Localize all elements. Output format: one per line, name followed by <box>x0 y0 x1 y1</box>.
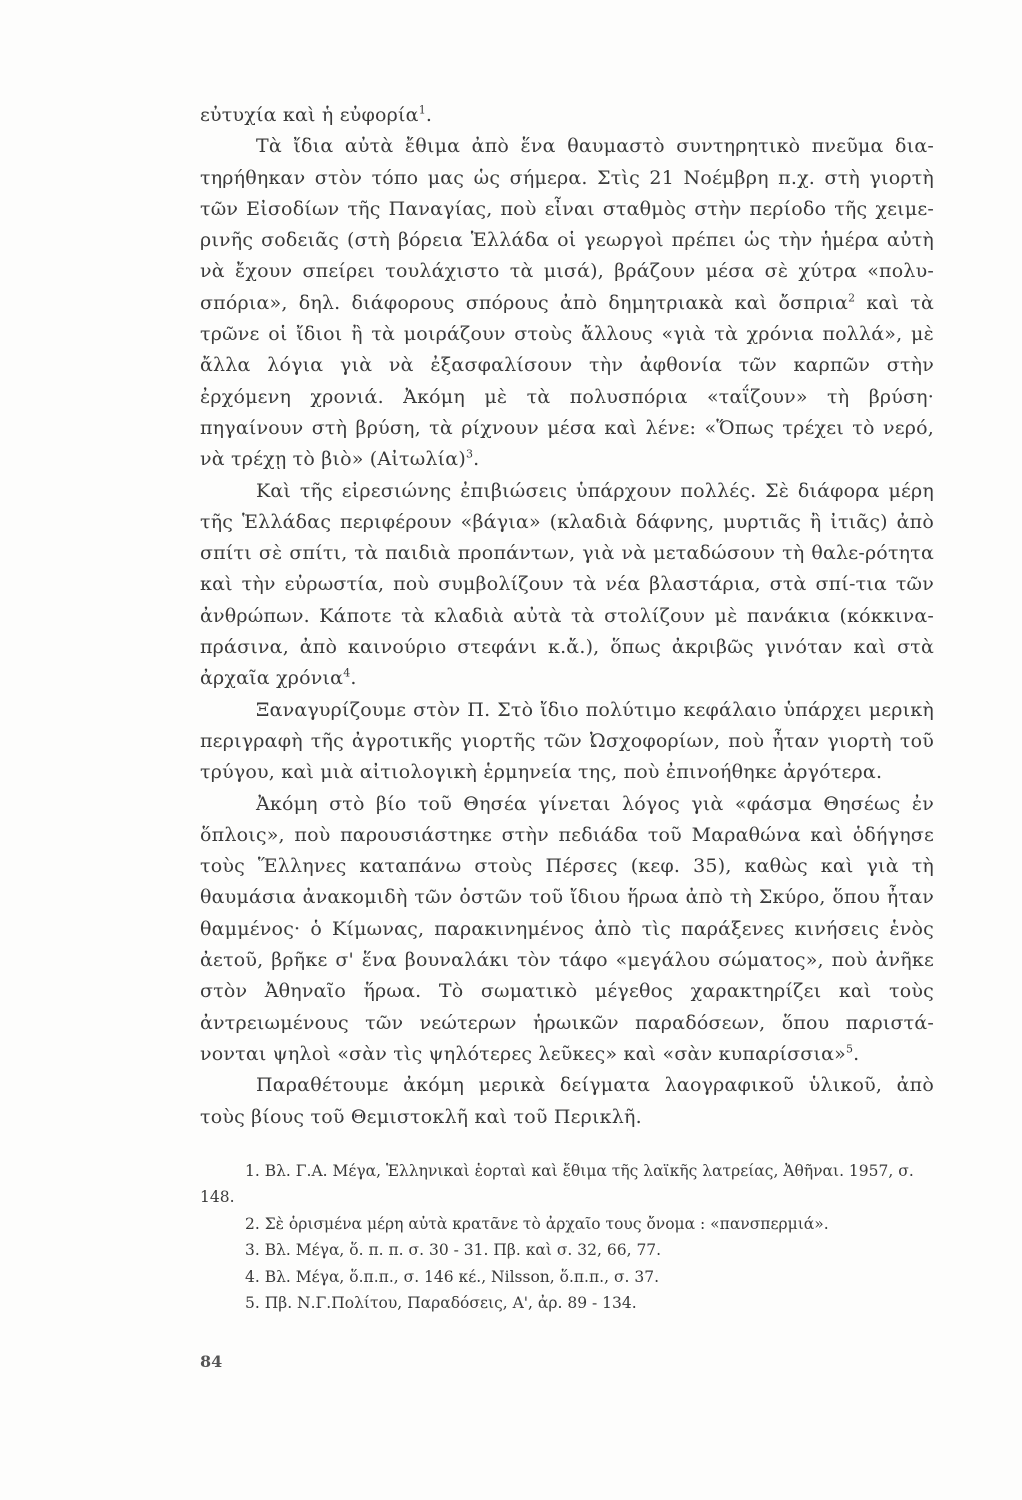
paragraph-text: Καὶ τῆς εἰρεσιώνης ἐπιβιώσεις ὑπάρχουν πολλές. Σὲ διάφορα μέρη τῆς Ἑλλάδας περιφέρουν «βάγια» (κλαδιὰ δάφνης, μυρτιᾶς ἢ ἰτιᾶς) ἀπὸ σπίτι σὲ σπίτι, τὰ παιδιὰ προπάντων, γιὰ νὰ μεταδώσουν τὴ θαλε-ρότητα καὶ τὴν εὐρωστία, ποὺ συμβολίζουν τὰ νέα βλαστάρια, στὰ σπί-τια τῶν ἀνθρώπων. Κάποτε τὰ κλαδιὰ αὐτὰ τὰ στολίζουν μὲ πανάκια (κόκκινα-πράσινα, ἀπὸ καινούριο στεφάνι κ.ἄ.), ὅπως ἀκριβῶς γινόταν καὶ στὰ ἀρχαῖα χρόνια <box>200 479 934 690</box>
paragraph-text: Παραθέτουμε ἀκόμη μερικὰ δείγματα λαογραφικοῦ ὑλικοῦ, ἀπὸ τοὺς βίους τοῦ Θεμιστοκλῆ καὶ τοῦ Περικλῆ. <box>200 1074 934 1128</box>
footnote: 5. Πβ. Ν.Γ.Πολίτου, Παραδόσεις, Α', ἀρ. 89 - 134. <box>245 1294 637 1313</box>
footnote: 3. Βλ. Μέγα, ὅ. π. π. σ. 30 - 31. Πβ. καὶ σ. 32, 66, 77. <box>245 1241 662 1260</box>
footnote: 1. Βλ. Γ.Α. Μέγα, Ἑλληνικαὶ ἑορταὶ καὶ ἔθιμα τῆς λαϊκῆς λατρείας, Ἀθῆναι. 1957, σ. 148. <box>200 1162 914 1207</box>
footnote-marker: 1 <box>418 103 426 117</box>
paragraph-text-tail: . <box>425 104 433 126</box>
paragraph-text-tail: καὶ τὰ τρῶνε οἱ ἴδιοι ἢ τὰ μοιράζουν στοὺς ἄλλους «γιὰ τὰ χρόνια πολλά», μὲ ἄλλα λόγια γιὰ νὰ ἐξασφαλίσουν τὴν ἀφθονία τῶν καρπῶν στὴν ἐρχόμενη χρονιά. Ἀκόμη μὲ τὰ πολυσπόρια «ταΐζουν» τὴ βρύση· πηγαίνουν στὴ βρύση, τὰ ρίχνουν μέσα καὶ λένε: «Ὅπως τρέχει τὸ νερό, νὰ τρέχῃ τὸ βιὸ» (Αἰτωλία) <box>200 291 935 471</box>
paragraph-text: Ἀκόμη στὸ βίο τοῦ Θησέα γίνεται λόγος γιὰ «φάσμα Θησέως ἐν ὅπλοις», ποὺ παρουσιάστηκε στὴν πεδιάδα τοῦ Μαραθώνα καὶ ὁδήγησε τοὺς Ἕλληνες καταπάνω στοὺς Πέρσες (κεφ. 35), καθὼς καὶ γιὰ τὴ θαυμάσια ἀνακομιδὴ τῶν ὀστῶν τοῦ ἴδιου ἥρωα ἀπὸ τὴ Σκύρο, ὅπου ἦταν θαμμένος· ὁ Κίμωνας, παρακινημένος ἀπὸ τὶς παράξενες κινήσεις ἑνὸς ἀετοῦ, βρῆκε σ' ἕνα βουναλάκι τὸν τάφο «μεγάλου σώματος», ποὺ ἀνῆκε στὸν Ἀθηναῖο ἥρωα. Τὸ σωματικὸ μέγεθος χαρακτηρίζει καὶ τοὺς ἀντρειωμένους τῶν νεώτερων ἡρωικῶν παραδόσεων, ὅπου παριστά-νονται ψηλοὶ «σὰν τὶς ψηλότερες λεῦκες» καὶ «σὰν κυπαρίσσια» <box>200 792 934 1065</box>
paragraph-text-tail: . <box>853 1042 860 1065</box>
page-number: 84 <box>200 1352 223 1371</box>
footnote-marker: 5 <box>845 1042 854 1056</box>
paragraph-text: εὐτυχία καὶ ἡ εὐφορία <box>200 104 419 126</box>
paragraph-continuation <box>200 100 934 131</box>
paragraph-text-tail: . <box>350 667 357 690</box>
footnotes <box>200 1158 934 1316</box>
paragraph-text: Ξαναγυρίζουμε στὸν Π. Στὸ ἴδιο πολύτιμο κεφάλαιο ὑπάρχει μερικὴ περιγραφὴ τῆς ἀγροτικῆς γιορτῆς τῶν Ὠσχοφορίων, ποὺ ἦταν γιορτὴ τοῦ τρύγου, καὶ μιὰ αἰτιολογικὴ ἑρμηνεία της, ποὺ ἐπινοήθηκε ἀργότερα. <box>200 698 934 784</box>
footnote-marker: 2 <box>848 291 856 305</box>
main-text <box>200 100 934 1133</box>
paragraph-text-tail: . <box>473 448 480 471</box>
footnote: 2. Σὲ ὁρισμένα μέρη αὐτὰ κρατᾶνε τὸ ἀρχαῖο τους ὄνομα : «πανσπερμιά». <box>245 1214 829 1233</box>
paragraph <box>200 1070 934 1133</box>
paragraph <box>200 789 934 1071</box>
paragraph-text: Τὰ ἴδια αὐτὰ ἔθιμα ἀπὸ ἕνα θαυμαστὸ συντηρητικὸ πνεῦμα δια-τηρήθηκαν στὸν τόπο μας ὡς σήμερα. Στὶς 21 Νοέμβρη π.χ. στὴ γιορτὴ τῶν Εἰσοδίων τῆς Παναγίας, ποὺ εἶναι σταθμὸς στὴν περίοδο τῆς χειμε-ρινῆς σοδειᾶς (στὴ βόρεια Ἑλλάδα οἱ γεωργοὶ πρέπει ὡς τὴν ἡμέρα αὐτὴ νὰ ἔχουν σπείρει τουλάχιστο τὰ μισά), βράζουν μέσα σὲ χύτρα «πολυ-σπόρια», δηλ. διάφορους σπόρους ἀπὸ δημητριακὰ καὶ ὄσπρια <box>200 135 934 314</box>
paragraph <box>200 131 934 475</box>
paragraph <box>200 476 934 695</box>
footnote-marker: 3 <box>465 447 474 461</box>
footnote-marker: 4 <box>343 667 351 681</box>
paragraph <box>200 695 934 789</box>
footnote: 4. Βλ. Μέγα, ὅ.π.π., σ. 146 κέ., Nilsson, ὅ.π.π., σ. 37. <box>245 1267 660 1286</box>
